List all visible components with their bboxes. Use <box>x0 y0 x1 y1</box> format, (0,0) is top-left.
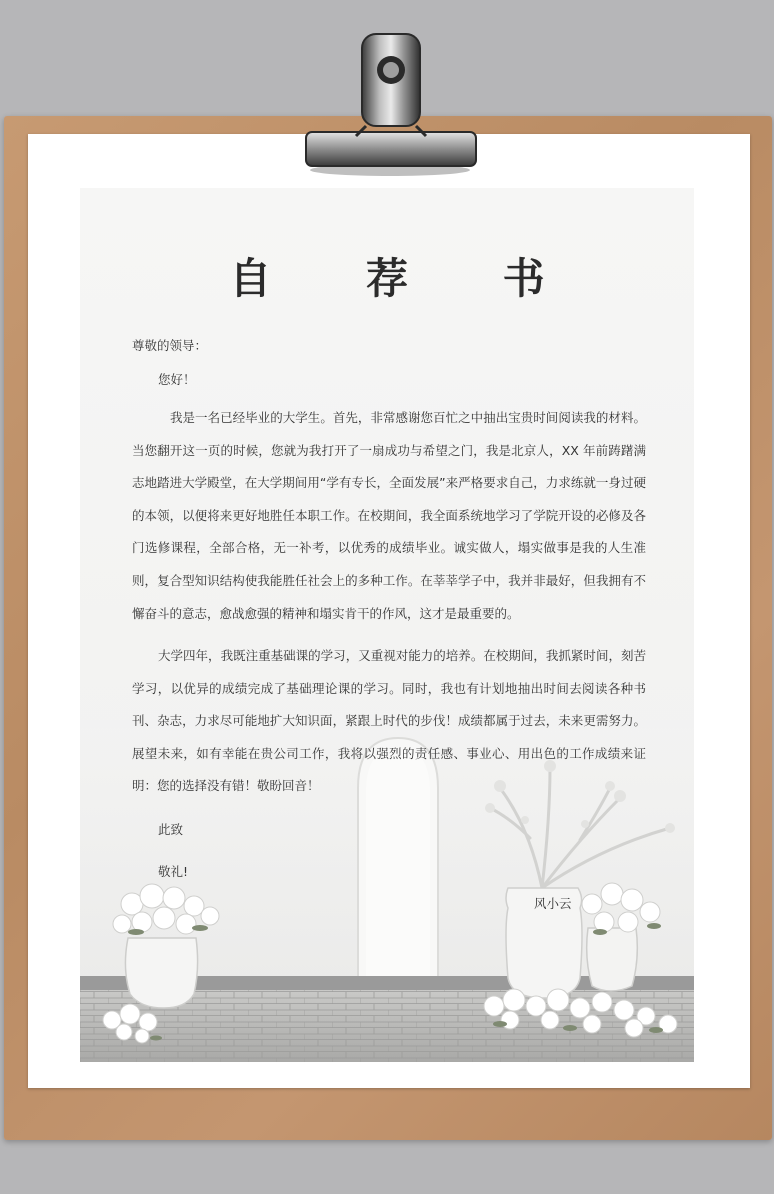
signature: 风小云 <box>534 896 572 911</box>
letter-title: 自 荐 书 <box>229 254 585 303</box>
greeting: 您好！ <box>158 372 196 387</box>
letter-panel <box>80 188 694 1062</box>
body-paragraph-2: 大学四年，我既注重基础课的学习，又重视对能力的培养。在校期间，我抓紧时间，刻苦学习，以优异的成绩完成了基础理论课的学习。同时，我也有计划地抽出时间去阅读各种书刊、杂志，力求尽可能地扩大知识面，紧跟上时代的步伐！成绩都属于过去，未来更需努力。展望未来，如有幸能在贵公司工作，我将以强烈的责任感、事业心、用出色的工作成绩来证明：您的选择没有错！敬盼回音！ <box>132 648 646 794</box>
body-paragraph-1: 我是一名已经毕业的大学生。首先，非常感谢您百忙之中抽出宝贵时间阅读我的材料。当您翻开这一页的时候，您就为我打开了一扇成功与希望之门，我是北京人，XX 年前踌躇满志地踏进大学殿堂，在大学期间用“学有专长，全面发展”来严格要求自己，力求练就一身过硬的本领，以便将来更好地胜任本职工作。在校期间，我全面系统地学习了学院开设的必修及各门选修课程，全部合格，无一补考，以优秀的成绩毕业。诚实做人，塌实做事是我的人生准则，复合型知识结构使我能胜任社会上的多种工作。在莘莘学子中，我并非最好，但我拥有不懈奋斗的意志，愈战愈强的精神和塌实肯干的作风，这才是最重要的。 <box>132 410 646 621</box>
closing-text: 此致 <box>158 822 184 837</box>
salutation: 尊敬的领导： <box>132 338 208 353</box>
regards-text: 敬礼! <box>158 864 189 879</box>
binder-clip-icon <box>300 28 480 178</box>
